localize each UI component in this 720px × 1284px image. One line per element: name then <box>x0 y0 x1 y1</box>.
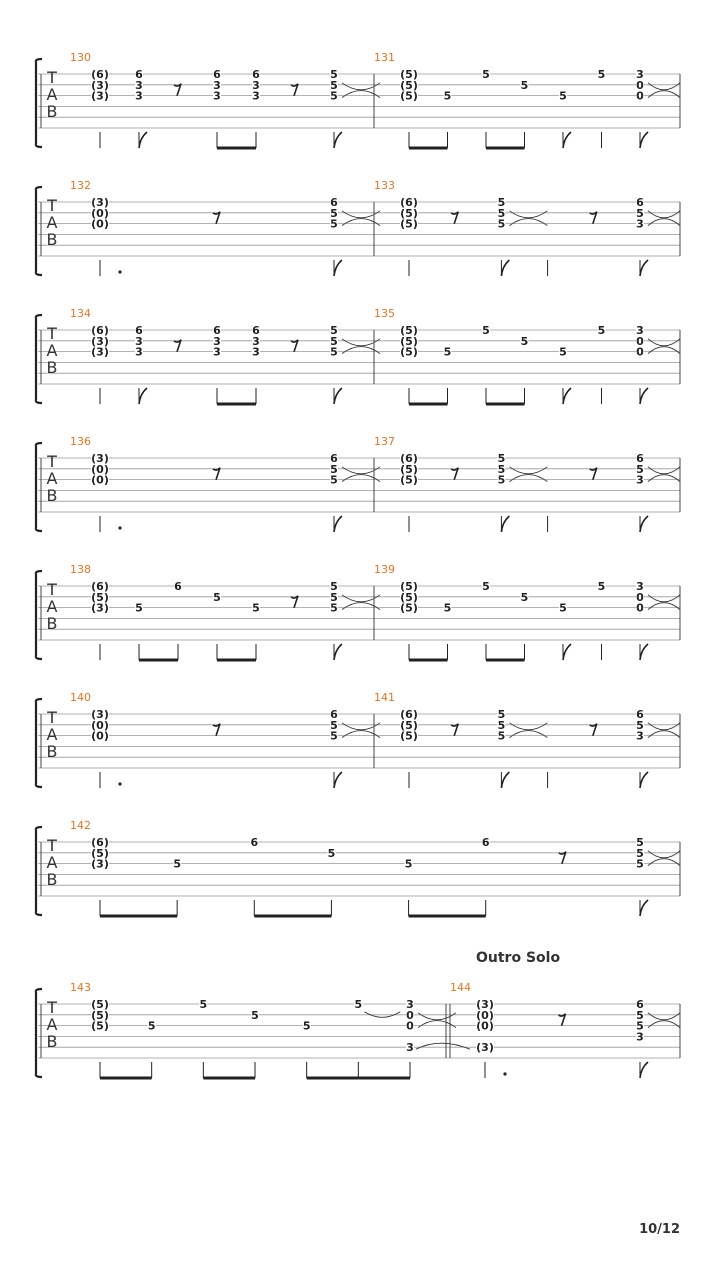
fret-number: (0) <box>91 217 109 231</box>
eighth-flag <box>640 1062 648 1078</box>
fret-number: 3 <box>252 345 260 359</box>
rhythm-dot <box>118 526 121 529</box>
tie-arc <box>648 467 680 474</box>
fret-number: 5 <box>330 334 338 348</box>
fret-number: (5) <box>91 998 109 1011</box>
eighth-flag <box>640 516 648 532</box>
fret-number: 3 <box>135 334 143 348</box>
tab-clef-letter: B <box>46 486 58 505</box>
fret-number: (5) <box>400 78 418 92</box>
fret-number: (5) <box>400 206 418 220</box>
fret-number: 5 <box>636 462 644 476</box>
tie-arc <box>509 211 547 218</box>
fret-number: 5 <box>330 68 338 81</box>
eighth-flag <box>334 132 342 148</box>
fret-number: 5 <box>636 206 644 220</box>
fret-number: 3 <box>213 78 221 92</box>
tab-clef-letter: T <box>47 68 57 87</box>
fret-number: 5 <box>199 998 208 1011</box>
fret-number: 5 <box>636 1019 644 1033</box>
fret-number: 3 <box>213 89 221 103</box>
eighth-rest <box>291 84 298 96</box>
measure-number: 136 <box>70 435 91 448</box>
measure-number: 142 <box>70 819 91 832</box>
fret-number: 3 <box>636 1030 644 1044</box>
fret-number: 0 <box>406 1008 414 1022</box>
tie-arc <box>648 1021 680 1028</box>
eighth-rest <box>291 596 298 608</box>
eighth-flag <box>334 516 342 532</box>
tab-clef-letter: A <box>46 1015 58 1034</box>
fret-number: (3) <box>476 1041 494 1055</box>
tie-arc <box>648 219 680 226</box>
fret-number: 3 <box>406 998 414 1011</box>
fret-number: 5 <box>497 452 506 465</box>
fret-number: 5 <box>330 206 338 220</box>
tie-arc <box>648 595 680 602</box>
fret-number: 5 <box>482 580 490 593</box>
fret-number: 3 <box>213 334 221 348</box>
fret-number: 5 <box>443 601 452 615</box>
fret-number: (3) <box>91 601 109 615</box>
fret-number: (5) <box>400 580 418 593</box>
fret-number: 6 <box>135 68 143 81</box>
fret-number: 5 <box>559 345 567 359</box>
fret-number: 6 <box>213 68 221 81</box>
fret-number: 3 <box>636 324 644 337</box>
eighth-flag <box>640 772 648 788</box>
fret-number: 5 <box>559 89 567 103</box>
fret-number: 3 <box>135 89 143 103</box>
eighth-rest <box>451 212 458 224</box>
fret-number: 0 <box>636 601 644 615</box>
measure-number: 137 <box>374 435 395 448</box>
fret-number: (3) <box>91 89 109 103</box>
fret-number: 3 <box>135 345 143 359</box>
eighth-flag <box>501 516 509 532</box>
tab-clef-letter: A <box>46 341 58 360</box>
fret-number: (0) <box>91 473 109 487</box>
eighth-rest <box>213 468 220 480</box>
fret-number: 6 <box>330 452 338 465</box>
fret-number: 5 <box>330 462 338 476</box>
fret-number: (5) <box>400 345 418 359</box>
tab-clef-letter: T <box>47 580 57 599</box>
fret-number: 6 <box>174 580 182 593</box>
fret-number: (0) <box>91 718 109 732</box>
tie-arc <box>509 731 547 738</box>
fret-number: 3 <box>406 1041 414 1055</box>
fret-number: 3 <box>135 78 143 92</box>
fret-number: 5 <box>302 1019 311 1033</box>
eighth-rest <box>590 212 597 224</box>
fret-number: 6 <box>250 836 259 849</box>
fret-number: 5 <box>497 196 506 209</box>
fret-number: 5 <box>327 846 336 860</box>
fret-number: 5 <box>443 345 452 359</box>
fret-number: 6 <box>481 836 490 849</box>
tie-arc <box>648 211 680 218</box>
eighth-flag <box>334 388 342 404</box>
fret-number: (6) <box>400 452 418 465</box>
tab-clef-letter: A <box>46 853 58 872</box>
fret-number: 5 <box>636 857 644 871</box>
fret-number: (5) <box>400 601 418 615</box>
fret-number: 5 <box>330 324 338 337</box>
fret-number: 0 <box>636 334 644 348</box>
tab-clef-letter: T <box>47 196 57 215</box>
fret-number: 5 <box>330 729 338 743</box>
eighth-flag <box>640 644 648 660</box>
tie-arc <box>648 603 680 610</box>
tab-clef-letter: A <box>46 213 58 232</box>
fret-number: 3 <box>252 78 260 92</box>
eighth-rest <box>559 852 566 864</box>
tie-arc <box>648 339 680 346</box>
fret-number: 5 <box>330 601 338 615</box>
fret-number: (3) <box>91 78 109 92</box>
fret-number: 5 <box>636 1008 644 1022</box>
fret-number: 3 <box>252 334 260 348</box>
fret-number: 5 <box>251 1008 259 1022</box>
tab-clef-letter: A <box>46 85 58 104</box>
fret-number: 5 <box>636 836 644 849</box>
tab-clef-letter: B <box>46 742 58 761</box>
measure-number: 140 <box>70 691 91 704</box>
tab-clef-letter: A <box>46 469 58 488</box>
eighth-rest <box>590 724 597 736</box>
fret-number: 5 <box>252 601 260 615</box>
eighth-flag <box>334 644 342 660</box>
fret-number: (5) <box>400 590 418 604</box>
eighth-flag <box>640 260 648 276</box>
tie-arc <box>648 347 680 354</box>
eighth-rest <box>590 468 597 480</box>
eighth-rest <box>174 84 181 96</box>
eighth-flag <box>334 260 342 276</box>
fret-number: (5) <box>400 68 418 81</box>
eighth-flag <box>640 388 648 404</box>
measure-number: 138 <box>70 563 91 576</box>
fret-number: 5 <box>497 729 506 743</box>
fret-number: 5 <box>330 217 338 231</box>
tie-arc <box>648 1013 680 1020</box>
tie-arc <box>509 467 547 474</box>
fret-number: 5 <box>497 708 506 721</box>
fret-number: 3 <box>213 345 221 359</box>
eighth-rest <box>451 468 458 480</box>
tab-clef-letter: A <box>46 597 58 616</box>
eighth-rest <box>213 724 220 736</box>
measure-number: 134 <box>70 307 91 320</box>
fret-number: (3) <box>476 998 494 1011</box>
fret-number: 6 <box>330 196 338 209</box>
fret-number: 5 <box>520 590 529 604</box>
eighth-flag <box>563 644 571 660</box>
rhythm-dot <box>118 782 121 785</box>
fret-number: 5 <box>497 217 506 231</box>
page-number: 10/12 <box>639 1222 680 1237</box>
tie-arc <box>648 859 680 866</box>
fret-number: 5 <box>636 846 644 860</box>
tie-arc <box>648 83 680 90</box>
tab-clef-letter: T <box>47 998 57 1017</box>
measure-number: 144 <box>450 981 471 994</box>
eighth-flag <box>334 772 342 788</box>
fret-number: 5 <box>597 324 606 337</box>
fret-number: 5 <box>497 206 506 220</box>
eighth-flag <box>139 132 147 148</box>
tab-clef-letter: T <box>47 836 57 855</box>
fret-number: 5 <box>482 324 490 337</box>
fret-number: (6) <box>400 708 418 721</box>
eighth-rest <box>174 340 181 352</box>
fret-number: (0) <box>476 1019 494 1033</box>
eighth-flag <box>640 900 648 916</box>
tab-clef-letter: B <box>46 358 58 377</box>
fret-number: 5 <box>597 68 606 81</box>
measure-number: 133 <box>374 179 395 192</box>
fret-number: 5 <box>520 334 529 348</box>
fret-number: (6) <box>91 580 109 593</box>
fret-number: (5) <box>400 334 418 348</box>
fret-number: 3 <box>636 580 644 593</box>
fret-number: 6 <box>636 196 644 209</box>
fret-number: 5 <box>147 1019 156 1033</box>
tie-arc <box>416 1043 470 1049</box>
fret-number: 5 <box>135 601 143 615</box>
tab-clef-letter: T <box>47 452 57 471</box>
fret-number: 5 <box>520 78 529 92</box>
fret-number: (0) <box>91 462 109 476</box>
fret-number: 5 <box>482 68 490 81</box>
eighth-rest <box>451 724 458 736</box>
tie-arc <box>648 475 680 482</box>
fret-number: 0 <box>636 590 644 604</box>
eighth-flag <box>501 772 509 788</box>
fret-number: (5) <box>91 590 109 604</box>
tie-arc <box>648 723 680 730</box>
fret-number: 5 <box>497 473 506 487</box>
fret-number: (6) <box>400 196 418 209</box>
fret-number: 5 <box>497 462 506 476</box>
fret-number: (6) <box>91 836 109 849</box>
measure-number: 130 <box>70 51 91 64</box>
tie-arc <box>509 219 547 226</box>
fret-number: 5 <box>330 590 338 604</box>
fret-number: (3) <box>91 334 109 348</box>
fret-number: 6 <box>636 998 644 1011</box>
tab-clef-letter: B <box>46 230 58 249</box>
fret-number: 5 <box>330 78 338 92</box>
tab-clef-letter: B <box>46 870 58 889</box>
fret-number: 3 <box>636 473 644 487</box>
eighth-rest <box>559 1014 566 1026</box>
fret-number: 5 <box>443 89 452 103</box>
fret-number: (3) <box>91 708 109 721</box>
fret-number: (5) <box>400 729 418 743</box>
fret-number: 0 <box>636 89 644 103</box>
fret-number: 5 <box>330 718 338 732</box>
fret-number: 6 <box>330 708 338 721</box>
fret-number: 6 <box>636 452 644 465</box>
fret-number: 5 <box>330 345 338 359</box>
fret-number: 3 <box>636 729 644 743</box>
measure-number: 131 <box>374 51 395 64</box>
fret-number: 6 <box>252 324 260 337</box>
fret-number: 5 <box>497 718 506 732</box>
fret-number: 6 <box>213 324 221 337</box>
fret-number: (5) <box>400 324 418 337</box>
tie-arc <box>509 723 547 730</box>
fret-number: (5) <box>91 1008 109 1022</box>
eighth-rest <box>291 340 298 352</box>
fret-number: 0 <box>406 1019 414 1033</box>
fret-number: (3) <box>91 857 109 871</box>
measure-number: 132 <box>70 179 91 192</box>
tab-clef-letter: B <box>46 1032 58 1051</box>
fret-number: 6 <box>636 708 644 721</box>
fret-number: 5 <box>597 580 606 593</box>
tab-clef-letter: B <box>46 102 58 121</box>
fret-number: (5) <box>400 718 418 732</box>
fret-number: (0) <box>476 1008 494 1022</box>
eighth-flag <box>501 260 509 276</box>
fret-number: (3) <box>91 452 109 465</box>
fret-number: (3) <box>91 196 109 209</box>
fret-number: 5 <box>330 89 338 103</box>
fret-number: 6 <box>135 324 143 337</box>
eighth-flag <box>640 132 648 148</box>
section-label-outro-solo: Outro Solo <box>476 950 561 966</box>
fret-number: 5 <box>354 998 363 1011</box>
fret-number: 3 <box>636 68 644 81</box>
measure-number: 141 <box>374 691 395 704</box>
fret-number: (0) <box>91 206 109 220</box>
fret-number: (5) <box>400 462 418 476</box>
rhythm-dot <box>503 1072 506 1075</box>
fret-number: 5 <box>404 857 413 871</box>
fret-number: (5) <box>400 217 418 231</box>
tab-clef-letter: A <box>46 725 58 744</box>
fret-number: (5) <box>400 473 418 487</box>
eighth-flag <box>563 388 571 404</box>
fret-number: 0 <box>636 78 644 92</box>
fret-number: (5) <box>91 846 109 860</box>
tab-clef-letter: T <box>47 708 57 727</box>
fret-number: 0 <box>636 345 644 359</box>
fret-number: 5 <box>559 601 567 615</box>
measure-number: 135 <box>374 307 395 320</box>
tie-arc <box>648 851 680 858</box>
fret-number: (5) <box>400 89 418 103</box>
tab-clef-letter: T <box>47 324 57 343</box>
fret-number: 3 <box>252 89 260 103</box>
fret-number: 5 <box>636 718 644 732</box>
fret-number: (5) <box>91 1019 109 1033</box>
fret-number: (6) <box>91 324 109 337</box>
fret-number: 5 <box>173 857 181 871</box>
fret-number: (0) <box>91 729 109 743</box>
tie-arc <box>648 731 680 738</box>
measure-number: 143 <box>70 981 91 994</box>
fret-number: 6 <box>252 68 260 81</box>
tie-arc <box>648 91 680 98</box>
fret-number: 5 <box>330 580 338 593</box>
fret-number: 5 <box>330 473 338 487</box>
rhythm-dot <box>118 270 121 273</box>
eighth-flag <box>563 132 571 148</box>
eighth-flag <box>139 388 147 404</box>
tab-clef-letter: B <box>46 614 58 633</box>
measure-number: 139 <box>374 563 395 576</box>
eighth-rest <box>213 212 220 224</box>
fret-number: 3 <box>636 217 644 231</box>
fret-number: (3) <box>91 345 109 359</box>
fret-number: 5 <box>213 590 221 604</box>
fret-number: (6) <box>91 68 109 81</box>
tie-arc <box>509 475 547 482</box>
